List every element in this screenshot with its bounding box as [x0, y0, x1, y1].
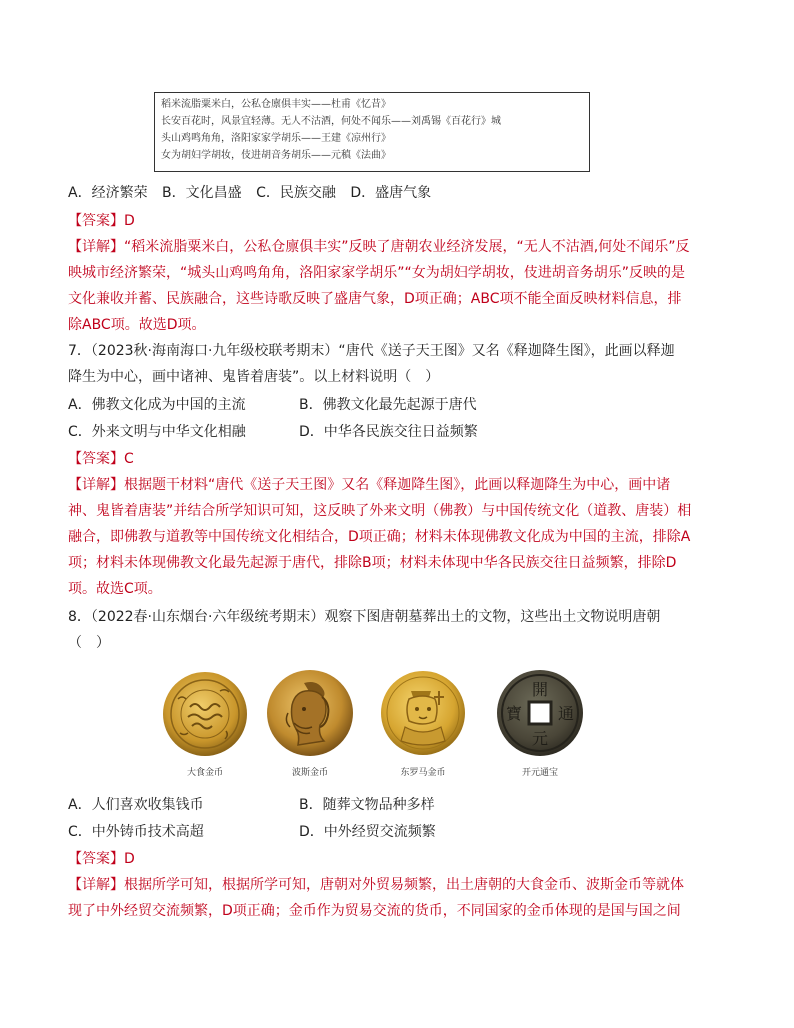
- quote-box: [154, 92, 590, 172]
- q7-detail-line: 【详解】根据题干材料“唐代《送子天王图》又名《释迦降生图》，此画以释迦降生为中心，画中诸: [68, 477, 671, 493]
- coin-legend-char: 元: [531, 729, 549, 748]
- coin-caption: 波斯金币: [291, 768, 328, 778]
- quote-line: 长安百花时，风景宜轻薄。无人不沽酒，何处不闻乐——刘禹锡《百花行》城: [161, 116, 501, 127]
- q6-detail-line: 【详解】“稻米流脂粟米白，公私仓廪俱丰实”反映了唐朝农业经济发展，“无人不沽酒,何处不闻乐”反: [68, 239, 690, 255]
- persian-coin-icon: [264, 667, 356, 759]
- q7-detail-line: 神、鬼皆着唐装”并结合所学知识可知，这反映了外来文明（佛教）与中国传统文化（道教、唐装）相: [68, 503, 692, 519]
- q6-options: [68, 183, 441, 203]
- q7-stem-line: 7．（2023秋·海南海口·九年级校联考期末）“唐代《送子天王图》又名《释迦降生图》，此画以释迦: [68, 343, 675, 359]
- q7-detail-line: 项；材料未体现佛教文化最先起源于唐代，排除B项；材料未体现中华各民族交往日益频繁，排除D: [68, 555, 677, 571]
- coin-item: [150, 665, 260, 780]
- q8-option-a[interactable]: A．人们喜欢收集钱币: [68, 797, 204, 813]
- q8-option-c[interactable]: C．中外铸币技术高超: [68, 824, 204, 840]
- coin-caption: 开元通宝: [521, 768, 558, 778]
- q6-option-b[interactable]: B．文化昌盛: [162, 185, 242, 201]
- q6-option-d[interactable]: D．盛唐气象: [350, 185, 432, 201]
- coin-item: [368, 665, 478, 780]
- q8-stem-line: （ ）: [68, 635, 110, 651]
- coin-item: [485, 665, 595, 780]
- kaiyuan-coin-icon: [495, 668, 585, 758]
- q7-option-a[interactable]: A．佛教文化成为中国的主流: [68, 397, 246, 413]
- q6-detail-line: 文化兼收并蓄、民族融合，这些诗歌反映了盛唐气象，D项正确；ABC项不能全面反映材料信息，排: [68, 291, 682, 307]
- q8-option-b[interactable]: B．随葬文物品种多样: [299, 797, 435, 813]
- coin-legend-char: 開: [531, 680, 549, 699]
- quote-line: 女为胡妇学胡妆，伎进胡音务胡乐——元稹《法曲》: [161, 150, 391, 161]
- q7-stem-line: 降生为中心，画中诸神、鬼皆着唐装”。以上材料说明（ ）: [68, 369, 440, 385]
- q7-detail-line: 项。故选C项。: [68, 581, 162, 597]
- q8-detail-line: 现了中外经贸交流频繁，D项正确；金币作为贸易交流的货币，不同国家的金币体现的是国与国之间: [68, 903, 681, 919]
- q6-option-a[interactable]: A．经济繁荣: [68, 185, 148, 201]
- quote-line: 头山鸡鸣角角，洛阳家家学胡乐——王建《凉州行》: [161, 133, 391, 144]
- q8-option-d[interactable]: D．中外经贸交流频繁: [299, 824, 436, 840]
- coin-legend-char: 通: [557, 704, 575, 723]
- q6-detail-line: 映城市经济繁荣，“城头山鸡鸣角角，洛阳家家学胡乐”“女为胡妇学胡妆，伎进胡音务胡乐”反映的是: [68, 265, 686, 281]
- q8-stem-line: 8．（2022春·山东烟台·六年级统考期末）观察下图唐朝墓葬出土的文物，这些出土文物说明唐朝: [68, 609, 661, 625]
- coin-figure: [150, 665, 610, 785]
- q8-detail-line: 【详解】根据所学可知，根据所学可知，唐朝对外贸易频繁，出土唐朝的大食金币、波斯金币等就体: [68, 877, 684, 893]
- coin-caption: 东罗马金币: [400, 768, 446, 778]
- q8-answer: 【答案】D: [68, 851, 135, 867]
- q7-answer: 【答案】C: [68, 451, 134, 467]
- q6-detail-line: 除ABC项。故选D项。: [68, 317, 206, 333]
- q7-option-d[interactable]: D．中华各民族交往日益频繁: [299, 424, 478, 440]
- dinar-coin-icon: [160, 669, 250, 759]
- coin-item: [255, 665, 365, 780]
- q7-detail-line: 融合，即佛教与道教等中国传统文化相结合，D项正确；材料未体现佛教文化成为中国的主流，排除A: [68, 529, 691, 545]
- coin-legend-char: 寶: [505, 704, 523, 723]
- q7-option-c[interactable]: C．外来文明与中华文化相融: [68, 424, 246, 440]
- q6-answer: 【答案】D: [68, 213, 135, 229]
- q7-option-b[interactable]: B．佛教文化最先起源于唐代: [299, 397, 477, 413]
- byzantine-coin-icon: [379, 669, 467, 757]
- quote-line: 稻米流脂粟米白，公私仓廪俱丰实——杜甫《忆昔》: [161, 99, 391, 110]
- q6-option-c[interactable]: C．民族交融: [256, 185, 336, 201]
- coin-caption: 大食金币: [186, 768, 223, 778]
